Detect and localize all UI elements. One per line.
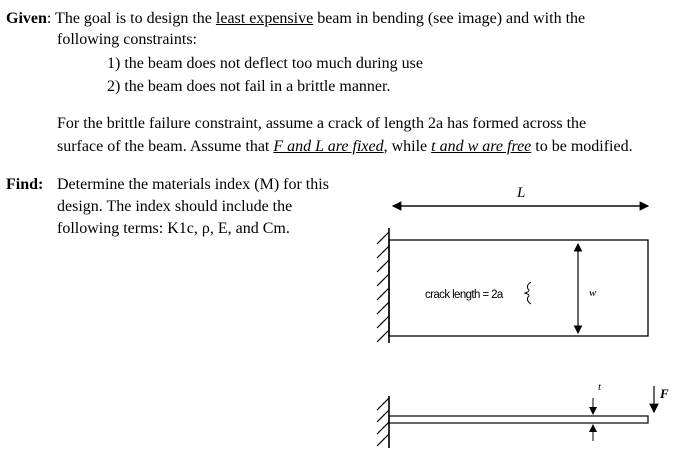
constraint-1: 1) the beam does not deflect too much during use <box>107 55 423 72</box>
width-label: w <box>589 287 597 299</box>
given-line-2: following constraints: <box>57 31 197 48</box>
crack-brace <box>525 282 531 304</box>
beam-top-view <box>389 240 648 336</box>
given-line-1: Given: The goal is to design the least expensive beam in bending (see image) and with the <box>6 10 586 27</box>
thickness-label: t <box>598 381 602 393</box>
find-label: Find: <box>6 176 44 193</box>
force-label: F <box>660 386 669 401</box>
side-wall <box>377 396 389 448</box>
brittle-line-1: For the brittle failure constraint, assume a crack of length 2a has formed across the <box>57 115 587 132</box>
brittle-line-2: surface of the beam. Assume that F and L are fixed, while t and w are free to be modified. <box>57 138 633 155</box>
find-text-2: design. The index should include the <box>57 198 293 215</box>
least-expensive-underlined: least expensive <box>215 10 314 27</box>
find-text-3: following terms: K1c, ρ, E, and Cm. <box>57 220 290 237</box>
beam-side-view <box>389 416 648 423</box>
length-label: L <box>517 185 526 201</box>
find-text-1: Determine the materials index (M) for this <box>57 176 329 193</box>
fixed-vars-underlined: F and L are fixed <box>273 138 384 155</box>
constraint-2: 2) the beam does not fail in a brittle manner. <box>107 78 391 95</box>
crack-length-label: crack length = 2a <box>425 289 503 301</box>
free-vars-underlined: t and w are free <box>431 138 532 155</box>
given-label: Given <box>6 10 47 27</box>
top-wall <box>377 228 389 343</box>
